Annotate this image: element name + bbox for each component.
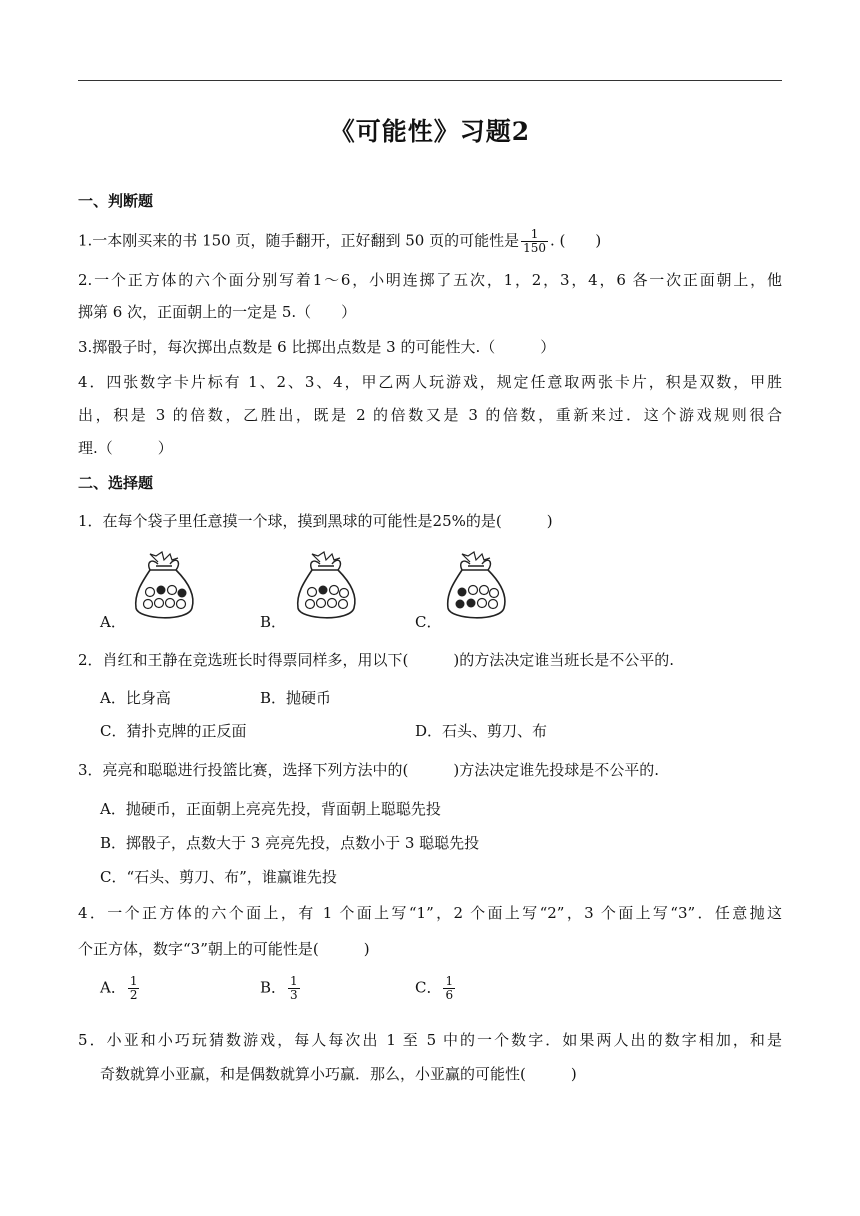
option-c: C．猜扑克牌的正反面 bbox=[100, 722, 247, 740]
option-a: A．比身高 bbox=[100, 689, 171, 707]
option-a: A． bbox=[100, 613, 126, 631]
option-a: A．抛硬币，正面朝上亮亮先投，背面朝上聪聪先投 bbox=[100, 800, 441, 818]
fraction bbox=[288, 975, 300, 1002]
page-title: 《可能性》习题2 bbox=[329, 117, 531, 146]
question-2-5-line1: 5．小亚和小巧玩猜数游戏，每人每次出 1 至 5 中的一个数字．如果两人出的数字相加，和是 bbox=[78, 1031, 782, 1049]
option-a bbox=[100, 975, 141, 1002]
question-1-4-line2: 出，积是 3 的倍数，乙胜出，既是 2 的倍数又是 3 的倍数，重新来过．这个游戏规则很合 bbox=[78, 406, 782, 424]
question-2-4-line1: 4．一个正方体的六个面上，有 1 个面上写“1”，2 个面上写“2”，3 个面上写“3”．任意抛这 bbox=[78, 904, 782, 922]
question-2-5-line2: 奇数就算小亚赢，和是偶数就算小巧赢．那么，小亚赢的可能性( ) bbox=[100, 1065, 577, 1083]
ball-bag-icon-c bbox=[440, 548, 512, 624]
question-2-3: 3．亮亮和聪聪进行投篮比赛，选择下列方法中的( )方法决定谁先投球是不公平的. bbox=[78, 761, 660, 779]
section-heading-choice: 二、选择题 bbox=[78, 474, 154, 492]
question-tail: . ( ) bbox=[550, 231, 602, 250]
section-heading-judgment: 一、判断题 bbox=[78, 192, 154, 210]
question-1-1 bbox=[78, 228, 601, 255]
question-1-2-line2: 掷第 6 次，正面朝上的一定是 5.（ ） bbox=[78, 303, 357, 321]
option-d: D．石头、剪刀、布 bbox=[415, 722, 548, 740]
option-c: C．“石头、剪刀、布”，谁赢谁先投 bbox=[100, 868, 337, 886]
ball-bag-icon-b bbox=[290, 548, 362, 624]
option-label: B． bbox=[260, 978, 287, 997]
option-b: B． bbox=[260, 613, 287, 631]
question-text: 1.一本刚买来的书 150 页，随手翻开，正好翻到 50 页的可能性是 bbox=[78, 231, 520, 250]
question-1-3: 3.掷骰子时，每次掷出点数是 6 比掷出点数是 3 的可能性大.（ ） bbox=[78, 338, 556, 356]
question-2-2: 2．肖红和王静在竞选班长时得票同样多，用以下( )的方法决定谁当班长是不公平的. bbox=[78, 651, 675, 669]
option-c: C． bbox=[415, 613, 442, 631]
fraction-denominator: 2 bbox=[129, 988, 138, 1002]
option-b bbox=[260, 975, 302, 1002]
fraction bbox=[521, 228, 548, 255]
fraction-denominator: 6 bbox=[445, 988, 454, 1002]
ball-bag-icon-a bbox=[128, 548, 200, 624]
question-2-4-line2: 个正方体，数字“3”朝上的可能性是( ) bbox=[78, 940, 370, 958]
fraction-numerator: 1 bbox=[445, 974, 454, 988]
question-1-4-line1: 4．四张数字卡片标有 1、2、3、4，甲乙两人玩游戏，规定任意取两张卡片，积是双数，甲胜 bbox=[78, 373, 782, 391]
fraction-numerator: 1 bbox=[521, 228, 548, 242]
header-rule bbox=[78, 80, 782, 81]
fraction bbox=[128, 975, 140, 1002]
option-b: B．掷骰子，点数大于 3 亮亮先投，点数小于 3 聪聪先投 bbox=[100, 834, 480, 852]
fraction-numerator: 1 bbox=[129, 974, 138, 988]
option-b: B．抛硬币 bbox=[260, 689, 332, 707]
fraction-numerator: 1 bbox=[290, 974, 298, 988]
option-c bbox=[415, 975, 457, 1002]
question-1-2-line1: 2.一个正方体的六个面分别写着1～6，小明连掷了五次，1，2，3，4，6 各一次正面朝上，他 bbox=[78, 271, 782, 289]
option-label: C． bbox=[415, 978, 442, 997]
option-label: A． bbox=[100, 978, 126, 997]
fraction-denominator: 3 bbox=[290, 988, 298, 1002]
fraction-denominator: 150 bbox=[523, 241, 547, 255]
question-1-4-line3: 理.（ ） bbox=[78, 439, 173, 457]
question-2-1: 1．在每个袋子里任意摸一个球，摸到黑球的可能性是25%的是( ) bbox=[78, 512, 553, 530]
fraction bbox=[443, 975, 455, 1002]
